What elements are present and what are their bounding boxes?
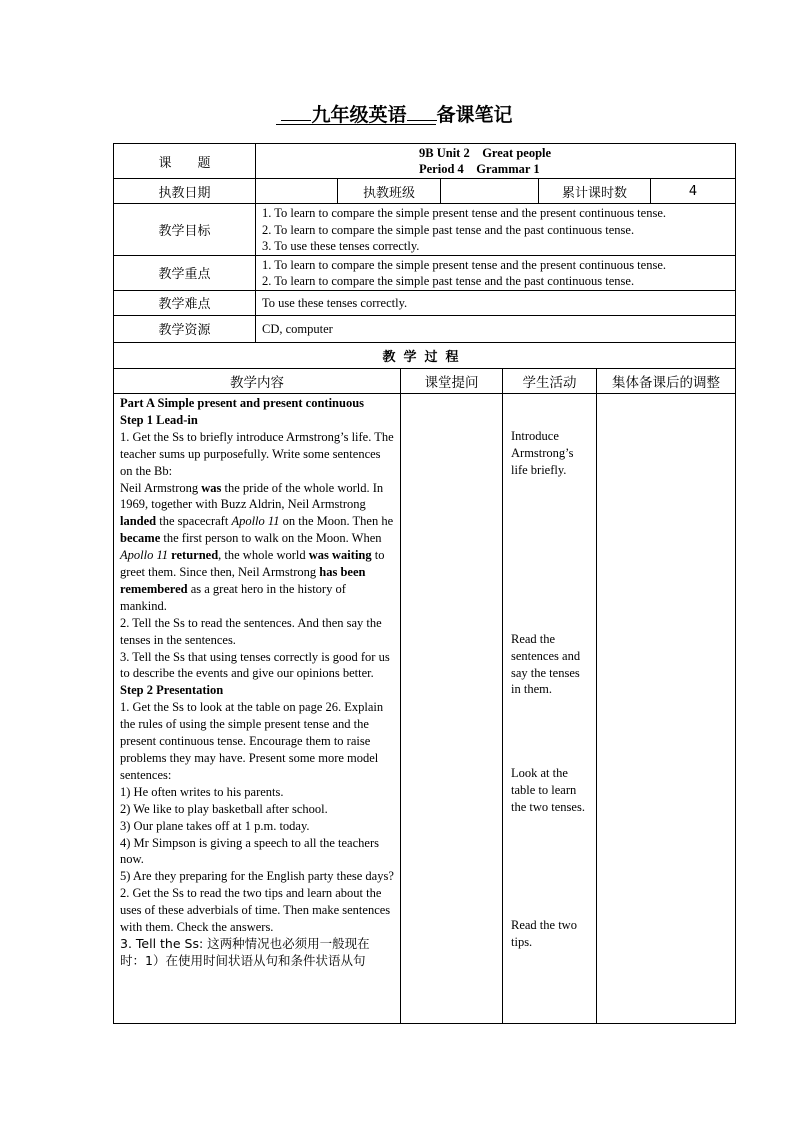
col-header-adjustments: 集体备课后的调整 (597, 368, 736, 393)
date-label: 执教日期 (114, 179, 256, 204)
topic-line-1: 9B Unit 2 Great people (419, 146, 552, 160)
objective-item: 1. To learn to compare the simple present tense and the present continuous tense. (262, 206, 666, 220)
topic-row (114, 144, 736, 179)
adjustments-cell (597, 393, 736, 1023)
key-points-label: 教学重点 (114, 255, 256, 290)
objectives-row (114, 204, 736, 256)
class-value (441, 179, 539, 204)
student-activity-item: Read the sentences and say the tenses in them. (511, 631, 581, 697)
part-a-heading: Part A Simple present and present continuous (120, 395, 365, 410)
col-header-questions: 课堂提问 (401, 368, 503, 393)
topic-value (256, 144, 736, 179)
difficulties-label: 教学难点 (114, 290, 256, 315)
step-1-item-3: 3. Tell the Ss that using tenses correctly is good for us to describe the events and give our opinions better. (120, 649, 390, 681)
key-point-item: 1. To learn to compare the simple present tense and the present continuous tense. (262, 257, 666, 272)
process-heading-row (114, 342, 736, 368)
title-subject: 九年级英语 (311, 104, 407, 126)
column-header-row (114, 368, 736, 393)
classroom-questions-cell (401, 393, 503, 1023)
verb-highlight: landed (120, 514, 157, 529)
process-body-row (114, 393, 736, 1023)
spacecraft-name: Apollo 11 (120, 548, 169, 563)
verb-highlight: was waiting (308, 548, 372, 563)
document-title (0, 100, 794, 130)
objective-item: 2. To learn to compare the simple past tense and the past continuous tense. (262, 222, 635, 237)
objective-item: 3. To use these tenses correctly. (262, 239, 420, 254)
key-point-item: 2. To learn to compare the simple past tense and the past continuous tense. (262, 274, 635, 289)
topic-line-2: Period 4 Grammar 1 (419, 162, 540, 176)
verb-highlight: became (120, 531, 161, 546)
title-suffix: 备课笔记 (436, 104, 513, 126)
col-header-content: 教学内容 (114, 368, 401, 393)
step-2-item-3-line-1: 3. Tell the Ss: 这两种情况也必须用一般现在 (120, 935, 370, 951)
teaching-content-cell (114, 393, 401, 1023)
step-1-item-1: 1. Get the Ss to briefly introduce Armstrong’s life. The teacher sums up purposefully. Write some sentences on the Bb: (120, 429, 394, 478)
date-value (256, 179, 338, 204)
key-points-row (114, 255, 736, 290)
step-2-item-1: 1. Get the Ss to look at the table on page 26. Explain the rules of using the simple present tense and the present continuous tense. Encourage them to raise problems they may have. Present some more model sentences: (120, 700, 384, 782)
resources-label: 教学资源 (114, 315, 256, 342)
schedule-row (114, 179, 736, 204)
example-sentence: 1) He often writes to his parents. (120, 784, 284, 799)
key-points-value (256, 255, 736, 290)
hours-value: 4 (651, 179, 736, 204)
spacecraft-name: Apollo 11 (231, 514, 280, 529)
verb-highlight: was (201, 480, 222, 495)
example-sentence: 4) Mr Simpson is giving a speech to all the teachers now. (120, 835, 379, 867)
title-blank-middle (407, 100, 437, 121)
step-2-heading: Step 2 Presentation (120, 683, 224, 698)
student-activity-item: Introduce Armstrong’s life briefly. (511, 428, 574, 477)
difficulties-row (114, 290, 736, 315)
example-sentence: 2) We like to play basketball after school. (120, 801, 328, 816)
objectives-value (256, 204, 736, 256)
step-1-heading: Step 1 Lead-in (120, 412, 198, 427)
student-activity-item: Look at the table to learn the two tenses. (511, 766, 585, 815)
difficulties-value: To use these tenses correctly. (256, 290, 736, 315)
resources-row (114, 315, 736, 342)
objectives-label: 教学目标 (114, 204, 256, 256)
process-heading: 教学过程 (114, 342, 736, 368)
lesson-plan-table (113, 143, 736, 1024)
model-paragraph: Neil Armstrong was the pride of the whole world. In 1969, together with Buzz Aldrin, Neil Armstrong landed the spacecraft Apollo 11 on the Moon. Then he became the first person to walk on the Moon. When Apollo 11 returned, the whole world was waiting to greet them. Since then, Neil Armstrong has been remembered as a great hero in the history of mankind. (120, 480, 394, 613)
topic-label: 课 题 (114, 144, 256, 179)
step-2-item-3-line-2: 时：1）在使用时间状语从句和条件状语从句 (120, 952, 366, 968)
example-sentence: 5) Are they preparing for the English party these days? (120, 869, 394, 884)
resources-value: CD, computer (256, 315, 736, 342)
title-blank-before (281, 100, 311, 121)
student-activity-item: Read the two tips. (511, 918, 577, 949)
col-header-student-activities: 学生活动 (503, 368, 597, 393)
hours-label: 累计课时数 (539, 179, 651, 204)
student-activities-cell (503, 393, 597, 1023)
step-1-item-2: 2. Tell the Ss to read the sentences. And then say the tenses in the sentences. (120, 615, 382, 647)
title-underline (276, 124, 436, 125)
verb-highlight: returned (171, 548, 219, 563)
verb-highlight: has been remembered (120, 565, 366, 596)
step-2-item-2: 2. Get the Ss to read the two tips and learn about the uses of these adverbials of time. Then make sentences with them. Check the answers. (120, 886, 391, 935)
example-sentence: 3) Our plane takes off at 1 p.m. today. (120, 818, 310, 833)
class-label: 执教班级 (338, 179, 441, 204)
